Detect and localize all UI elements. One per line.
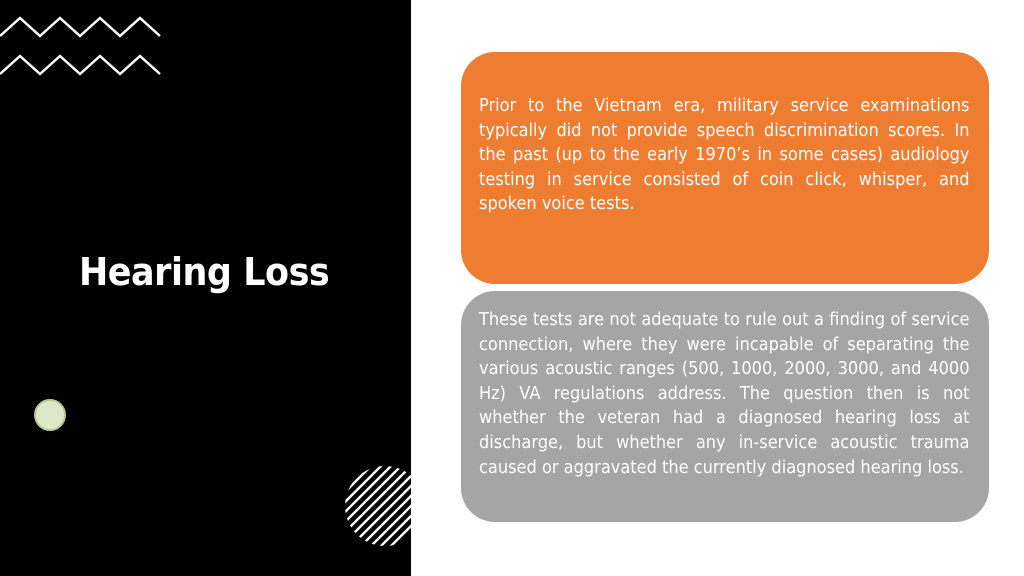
info-card-orange	[461, 52, 989, 284]
left-panel	[0, 0, 411, 576]
info-card-gray	[461, 291, 989, 522]
card-text: Prior to the Vietnam era, military service examinations typically did not provide speech discrimination scores. In the past (up to the early 1970’s in some cases) audiology testing in service consisted of coin click, whisper, and spoken voice tests.	[479, 95, 970, 215]
hatched-circle-icon	[343, 464, 411, 548]
zigzag-lines-icon	[0, 14, 162, 78]
circle-dot-icon	[34, 399, 66, 431]
card-text: These tests are not adequate to rule out a finding of service connection, where they were incapable of separating the various acoustic ranges (500, 1000, 2000, 3000, and 4000 Hz) VA regulations address. The question then is not whether the veteran had a diagnosed hearing loss at discharge, but whether any in-service acoustic trauma caused or aggravated the currently diagnosed hearing loss.	[479, 309, 970, 478]
slide-title: Hearing Loss	[79, 250, 330, 294]
